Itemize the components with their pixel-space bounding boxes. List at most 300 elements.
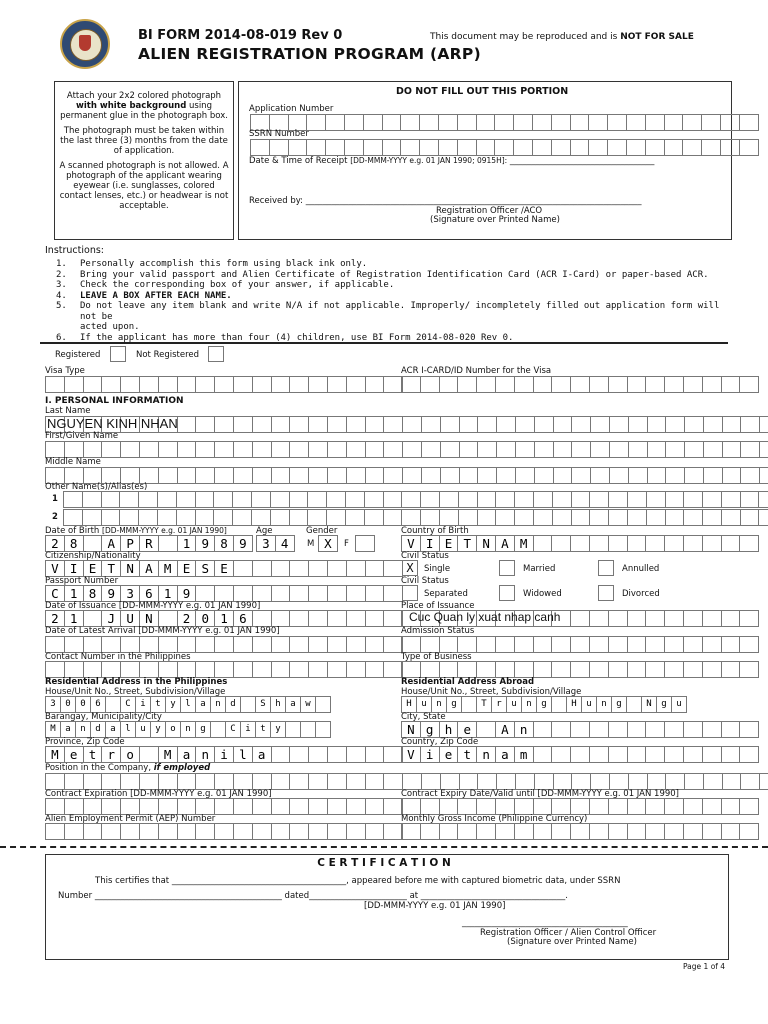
char-cell[interactable] xyxy=(589,823,609,840)
char-cell[interactable] xyxy=(608,491,628,508)
char-cell[interactable]: E xyxy=(439,535,459,552)
char-cell[interactable] xyxy=(607,114,627,131)
char-cell[interactable] xyxy=(214,661,234,678)
char-cell[interactable] xyxy=(195,467,215,484)
char-cell[interactable] xyxy=(609,416,629,433)
char-cell[interactable] xyxy=(383,509,403,526)
char-cell[interactable] xyxy=(365,823,385,840)
char-cell[interactable]: M xyxy=(45,746,65,763)
char-cell[interactable] xyxy=(514,798,534,815)
char-cell[interactable] xyxy=(365,416,385,433)
char-cell[interactable] xyxy=(553,416,573,433)
char-cell[interactable] xyxy=(551,114,571,131)
char-cell[interactable] xyxy=(665,416,685,433)
char-cell[interactable] xyxy=(83,376,103,393)
char-cell[interactable] xyxy=(271,441,291,458)
char-cell[interactable] xyxy=(495,636,515,653)
char-cell[interactable] xyxy=(64,798,84,815)
char-cell[interactable] xyxy=(346,585,366,602)
char-cell[interactable] xyxy=(139,441,159,458)
char-cell[interactable] xyxy=(551,376,571,393)
char-cell[interactable] xyxy=(420,509,440,526)
char-cell[interactable] xyxy=(533,823,553,840)
char-cell[interactable] xyxy=(346,560,366,577)
char-cell[interactable] xyxy=(63,509,83,526)
char-cell[interactable] xyxy=(570,610,590,627)
char-cell[interactable] xyxy=(214,636,234,653)
char-cell[interactable] xyxy=(251,509,271,526)
char-cell[interactable] xyxy=(458,509,478,526)
middle-name-grid[interactable] xyxy=(45,467,768,484)
char-cell[interactable] xyxy=(307,509,327,526)
char-cell[interactable] xyxy=(590,416,610,433)
char-cell[interactable] xyxy=(664,610,684,627)
char-cell[interactable] xyxy=(740,491,760,508)
char-cell[interactable] xyxy=(177,441,197,458)
char-cell[interactable]: t xyxy=(457,746,477,763)
char-cell[interactable] xyxy=(364,509,384,526)
char-cell[interactable] xyxy=(346,661,366,678)
char-cell[interactable]: n xyxy=(521,696,537,713)
char-cell[interactable]: 6 xyxy=(90,696,106,713)
char-cell[interactable] xyxy=(495,798,515,815)
char-cell[interactable] xyxy=(158,798,178,815)
char-cell[interactable] xyxy=(438,139,458,156)
char-cell[interactable] xyxy=(626,114,646,131)
char-cell[interactable] xyxy=(476,114,496,131)
char-cell[interactable]: C xyxy=(225,721,241,738)
char-cell[interactable] xyxy=(252,610,272,627)
char-cell[interactable] xyxy=(703,773,723,790)
char-cell[interactable] xyxy=(477,467,497,484)
char-cell[interactable] xyxy=(553,467,573,484)
char-cell[interactable] xyxy=(269,139,289,156)
char-cell[interactable] xyxy=(400,139,420,156)
char-cell[interactable] xyxy=(365,798,385,815)
char-cell[interactable] xyxy=(327,636,347,653)
char-cell[interactable] xyxy=(101,636,121,653)
char-cell[interactable] xyxy=(515,441,535,458)
char-cell[interactable]: a xyxy=(60,721,76,738)
citizenship-grid[interactable] xyxy=(45,560,402,577)
char-cell[interactable] xyxy=(609,467,629,484)
char-cell[interactable]: 3 xyxy=(120,585,140,602)
char-cell[interactable] xyxy=(401,509,421,526)
char-cell[interactable] xyxy=(300,721,316,738)
char-cell[interactable] xyxy=(308,441,328,458)
char-cell[interactable] xyxy=(271,798,291,815)
char-cell[interactable] xyxy=(608,721,628,738)
char-cell[interactable] xyxy=(158,610,178,627)
char-cell[interactable]: 0 xyxy=(60,696,76,713)
char-cell[interactable] xyxy=(64,441,84,458)
char-cell[interactable] xyxy=(289,585,309,602)
char-cell[interactable] xyxy=(400,114,420,131)
char-cell[interactable] xyxy=(440,416,460,433)
char-cell[interactable] xyxy=(647,441,667,458)
char-cell[interactable]: l xyxy=(120,721,136,738)
char-cell[interactable] xyxy=(439,509,459,526)
char-cell[interactable]: C xyxy=(120,696,136,713)
char-cell[interactable] xyxy=(664,746,684,763)
char-cell[interactable] xyxy=(703,416,723,433)
char-cell[interactable] xyxy=(664,661,684,678)
married-checkbox[interactable] xyxy=(499,560,515,576)
char-cell[interactable]: A xyxy=(495,721,515,738)
char-cell[interactable] xyxy=(365,585,385,602)
char-cell[interactable]: n xyxy=(514,721,534,738)
char-cell[interactable] xyxy=(627,798,647,815)
char-cell[interactable] xyxy=(158,441,178,458)
char-cell[interactable] xyxy=(289,798,309,815)
char-cell[interactable] xyxy=(213,509,233,526)
char-cell[interactable] xyxy=(325,139,345,156)
char-cell[interactable] xyxy=(589,661,609,678)
char-cell[interactable] xyxy=(440,441,460,458)
char-cell[interactable]: T xyxy=(457,535,477,552)
contract-exp-grid[interactable] xyxy=(45,798,402,815)
char-cell[interactable]: i xyxy=(420,746,440,763)
char-cell[interactable] xyxy=(645,636,665,653)
char-cell[interactable] xyxy=(139,823,159,840)
char-cell[interactable] xyxy=(739,139,759,156)
char-cell[interactable] xyxy=(459,467,479,484)
char-cell[interactable] xyxy=(721,535,741,552)
char-cell[interactable] xyxy=(83,773,103,790)
char-cell[interactable] xyxy=(346,636,366,653)
char-cell[interactable] xyxy=(120,661,140,678)
char-cell[interactable] xyxy=(195,491,215,508)
char-cell[interactable] xyxy=(664,139,684,156)
char-cell[interactable] xyxy=(289,610,309,627)
gender-m-box[interactable] xyxy=(318,535,337,552)
char-cell[interactable] xyxy=(365,441,385,458)
char-cell[interactable] xyxy=(440,467,460,484)
char-cell[interactable]: 6 xyxy=(233,610,253,627)
char-cell[interactable] xyxy=(214,585,234,602)
char-cell[interactable] xyxy=(383,773,403,790)
char-cell[interactable] xyxy=(176,491,196,508)
first-name-grid[interactable] xyxy=(45,441,768,458)
char-cell[interactable] xyxy=(195,636,215,653)
char-cell[interactable] xyxy=(45,661,65,678)
char-cell[interactable] xyxy=(401,376,421,393)
char-cell[interactable] xyxy=(627,636,647,653)
char-cell[interactable] xyxy=(739,535,759,552)
issuance-grid[interactable] xyxy=(45,610,402,627)
char-cell[interactable]: A xyxy=(495,535,515,552)
char-cell[interactable] xyxy=(289,560,309,577)
char-cell[interactable] xyxy=(495,491,515,508)
char-cell[interactable] xyxy=(101,798,121,815)
char-cell[interactable] xyxy=(232,509,252,526)
char-cell[interactable] xyxy=(496,441,516,458)
char-cell[interactable] xyxy=(607,139,627,156)
char-cell[interactable] xyxy=(365,636,385,653)
char-cell[interactable] xyxy=(739,376,759,393)
char-cell[interactable]: a xyxy=(252,746,272,763)
char-cell[interactable] xyxy=(346,773,366,790)
char-cell[interactable]: A xyxy=(139,560,159,577)
char-cell[interactable] xyxy=(401,798,421,815)
char-cell[interactable]: n xyxy=(596,696,612,713)
char-cell[interactable] xyxy=(571,491,591,508)
char-cell[interactable]: a xyxy=(105,721,121,738)
char-cell[interactable] xyxy=(533,535,553,552)
char-cell[interactable] xyxy=(739,610,759,627)
char-cell[interactable] xyxy=(608,509,628,526)
char-cell[interactable] xyxy=(232,491,252,508)
char-cell[interactable] xyxy=(570,376,590,393)
char-cell[interactable] xyxy=(364,491,384,508)
char-cell[interactable] xyxy=(534,773,554,790)
char-cell[interactable] xyxy=(45,636,65,653)
char-cell[interactable] xyxy=(515,467,535,484)
char-cell[interactable] xyxy=(513,139,533,156)
char-cell[interactable] xyxy=(289,746,309,763)
char-cell[interactable] xyxy=(721,823,741,840)
char-cell[interactable]: 8 xyxy=(64,535,84,552)
char-cell[interactable] xyxy=(101,823,121,840)
char-cell[interactable] xyxy=(647,467,667,484)
arrival-grid[interactable] xyxy=(45,636,402,653)
char-cell[interactable] xyxy=(702,661,722,678)
char-cell[interactable] xyxy=(363,139,383,156)
char-cell[interactable] xyxy=(721,376,741,393)
char-cell[interactable] xyxy=(233,661,253,678)
char-cell[interactable] xyxy=(683,509,703,526)
char-cell[interactable] xyxy=(665,441,685,458)
char-cell[interactable]: N xyxy=(641,696,657,713)
char-cell[interactable] xyxy=(533,746,553,763)
char-cell[interactable] xyxy=(739,746,759,763)
char-cell[interactable] xyxy=(759,467,768,484)
char-cell[interactable] xyxy=(289,491,309,508)
char-cell[interactable]: l xyxy=(233,746,253,763)
char-cell[interactable]: e xyxy=(439,746,459,763)
char-cell[interactable] xyxy=(627,721,647,738)
char-cell[interactable]: H xyxy=(566,696,582,713)
char-cell[interactable] xyxy=(495,509,515,526)
char-cell[interactable] xyxy=(439,661,459,678)
char-cell[interactable] xyxy=(271,636,291,653)
char-cell[interactable] xyxy=(608,746,628,763)
char-cell[interactable] xyxy=(701,139,721,156)
char-cell[interactable]: l xyxy=(180,696,196,713)
char-cell[interactable] xyxy=(63,491,83,508)
char-cell[interactable]: 0 xyxy=(195,610,215,627)
char-cell[interactable] xyxy=(684,773,704,790)
char-cell[interactable] xyxy=(609,773,629,790)
char-cell[interactable] xyxy=(740,509,760,526)
char-cell[interactable] xyxy=(402,467,422,484)
char-cell[interactable] xyxy=(534,467,554,484)
char-cell[interactable] xyxy=(457,636,477,653)
char-cell[interactable]: N xyxy=(139,610,159,627)
char-cell[interactable] xyxy=(252,441,272,458)
char-cell[interactable]: d xyxy=(225,696,241,713)
char-cell[interactable] xyxy=(458,491,478,508)
char-cell[interactable] xyxy=(252,823,272,840)
char-cell[interactable]: T xyxy=(476,696,492,713)
char-cell[interactable]: P xyxy=(120,535,140,552)
char-cell[interactable] xyxy=(684,467,704,484)
char-cell[interactable] xyxy=(759,416,768,433)
char-cell[interactable] xyxy=(252,661,272,678)
char-cell[interactable] xyxy=(571,416,591,433)
char-cell[interactable] xyxy=(722,467,742,484)
char-cell[interactable]: C xyxy=(45,585,65,602)
char-cell[interactable] xyxy=(233,773,253,790)
char-cell[interactable] xyxy=(157,491,177,508)
char-cell[interactable] xyxy=(214,416,234,433)
char-cell[interactable] xyxy=(476,798,496,815)
char-cell[interactable] xyxy=(721,661,741,678)
char-cell[interactable] xyxy=(589,491,609,508)
dob-grid[interactable] xyxy=(45,535,252,552)
char-cell[interactable] xyxy=(252,376,272,393)
char-cell[interactable] xyxy=(83,661,103,678)
divorced-checkbox[interactable] xyxy=(598,585,614,601)
char-cell[interactable] xyxy=(740,773,760,790)
char-cell[interactable] xyxy=(627,491,647,508)
char-cell[interactable] xyxy=(346,416,366,433)
char-cell[interactable]: a xyxy=(285,696,301,713)
char-cell[interactable] xyxy=(233,823,253,840)
char-cell[interactable]: h xyxy=(439,721,459,738)
char-cell[interactable]: 9 xyxy=(177,585,197,602)
char-cell[interactable] xyxy=(682,139,702,156)
photo-box[interactable]: Attach your 2x2 colored photograph with white background using permanent glue in the photograph box. The photograph must be taken within the last three (3) months from the date of application. A scanned photograph is not allowed. A photograph of the applicant wearing eyewear (i.e. sunglasses, colored contact lenses, etc.) or headwear is not acceptable. xyxy=(54,81,234,240)
char-cell[interactable]: w xyxy=(300,696,316,713)
age-grid[interactable] xyxy=(256,535,294,552)
char-cell[interactable] xyxy=(457,661,477,678)
char-cell[interactable] xyxy=(514,823,534,840)
char-cell[interactable] xyxy=(551,746,571,763)
char-cell[interactable]: i xyxy=(214,746,234,763)
char-cell[interactable] xyxy=(477,773,497,790)
char-cell[interactable] xyxy=(177,416,197,433)
char-cell[interactable] xyxy=(645,798,665,815)
char-cell[interactable] xyxy=(307,491,327,508)
char-cell[interactable] xyxy=(683,610,703,627)
char-cell[interactable] xyxy=(664,636,684,653)
char-cell[interactable]: T xyxy=(101,560,121,577)
char-cell[interactable] xyxy=(308,823,328,840)
char-cell[interactable] xyxy=(101,376,121,393)
char-cell[interactable] xyxy=(570,636,590,653)
char-cell[interactable] xyxy=(645,114,665,131)
char-cell[interactable] xyxy=(402,441,422,458)
char-cell[interactable] xyxy=(534,441,554,458)
char-cell[interactable] xyxy=(495,823,515,840)
char-cell[interactable]: V xyxy=(401,535,421,552)
other-name-1-grid[interactable] xyxy=(63,491,768,508)
char-cell[interactable] xyxy=(439,376,459,393)
char-cell[interactable] xyxy=(476,721,496,738)
char-cell[interactable] xyxy=(355,535,375,552)
char-cell[interactable] xyxy=(683,535,703,552)
char-cell[interactable] xyxy=(665,467,685,484)
char-cell[interactable] xyxy=(120,376,140,393)
char-cell[interactable] xyxy=(138,491,158,508)
char-cell[interactable]: u xyxy=(671,696,687,713)
business-grid[interactable] xyxy=(401,661,758,678)
char-cell[interactable]: n xyxy=(476,746,496,763)
char-cell[interactable] xyxy=(439,491,459,508)
char-cell[interactable] xyxy=(571,773,591,790)
char-cell[interactable]: U xyxy=(120,610,140,627)
char-cell[interactable] xyxy=(438,114,458,131)
char-cell[interactable] xyxy=(533,661,553,678)
char-cell[interactable] xyxy=(683,746,703,763)
char-cell[interactable] xyxy=(739,823,759,840)
char-cell[interactable] xyxy=(271,823,291,840)
char-cell[interactable]: 9 xyxy=(195,535,215,552)
char-cell[interactable] xyxy=(233,416,253,433)
char-cell[interactable] xyxy=(494,139,514,156)
char-cell[interactable] xyxy=(476,139,496,156)
char-cell[interactable] xyxy=(420,491,440,508)
char-cell[interactable] xyxy=(476,376,496,393)
char-cell[interactable] xyxy=(306,139,326,156)
char-cell[interactable] xyxy=(327,773,347,790)
char-cell[interactable] xyxy=(120,798,140,815)
char-cell[interactable] xyxy=(308,610,328,627)
char-cell[interactable] xyxy=(233,798,253,815)
char-cell[interactable] xyxy=(233,560,253,577)
char-cell[interactable] xyxy=(420,798,440,815)
char-cell[interactable] xyxy=(271,610,291,627)
char-cell[interactable] xyxy=(401,661,421,678)
char-cell[interactable] xyxy=(119,509,139,526)
char-cell[interactable] xyxy=(402,416,422,433)
char-cell[interactable] xyxy=(457,139,477,156)
char-cell[interactable] xyxy=(195,416,215,433)
char-cell[interactable] xyxy=(421,773,441,790)
char-cell[interactable]: d xyxy=(90,721,106,738)
acr-number-grid[interactable] xyxy=(401,376,758,393)
char-cell[interactable] xyxy=(177,376,197,393)
char-cell[interactable]: r xyxy=(101,746,121,763)
char-cell[interactable] xyxy=(308,798,328,815)
char-cell[interactable] xyxy=(308,773,328,790)
char-cell[interactable] xyxy=(645,823,665,840)
char-cell[interactable] xyxy=(496,416,516,433)
char-cell[interactable] xyxy=(646,491,666,508)
char-cell[interactable] xyxy=(645,746,665,763)
contact-grid[interactable] xyxy=(45,661,402,678)
char-cell[interactable] xyxy=(590,441,610,458)
char-cell[interactable] xyxy=(308,560,328,577)
char-cell[interactable] xyxy=(120,441,140,458)
other-name-2-grid[interactable] xyxy=(63,509,768,526)
char-cell[interactable] xyxy=(702,798,722,815)
char-cell[interactable] xyxy=(645,610,665,627)
char-cell[interactable] xyxy=(419,114,439,131)
char-cell[interactable] xyxy=(627,535,647,552)
char-cell[interactable] xyxy=(494,114,514,131)
char-cell[interactable] xyxy=(177,823,197,840)
char-cell[interactable] xyxy=(327,798,347,815)
char-cell[interactable] xyxy=(382,139,402,156)
char-cell[interactable] xyxy=(289,773,309,790)
char-cell[interactable] xyxy=(101,441,121,458)
char-cell[interactable]: y xyxy=(165,696,181,713)
char-cell[interactable] xyxy=(289,509,309,526)
char-cell[interactable] xyxy=(195,661,215,678)
char-cell[interactable] xyxy=(551,798,571,815)
